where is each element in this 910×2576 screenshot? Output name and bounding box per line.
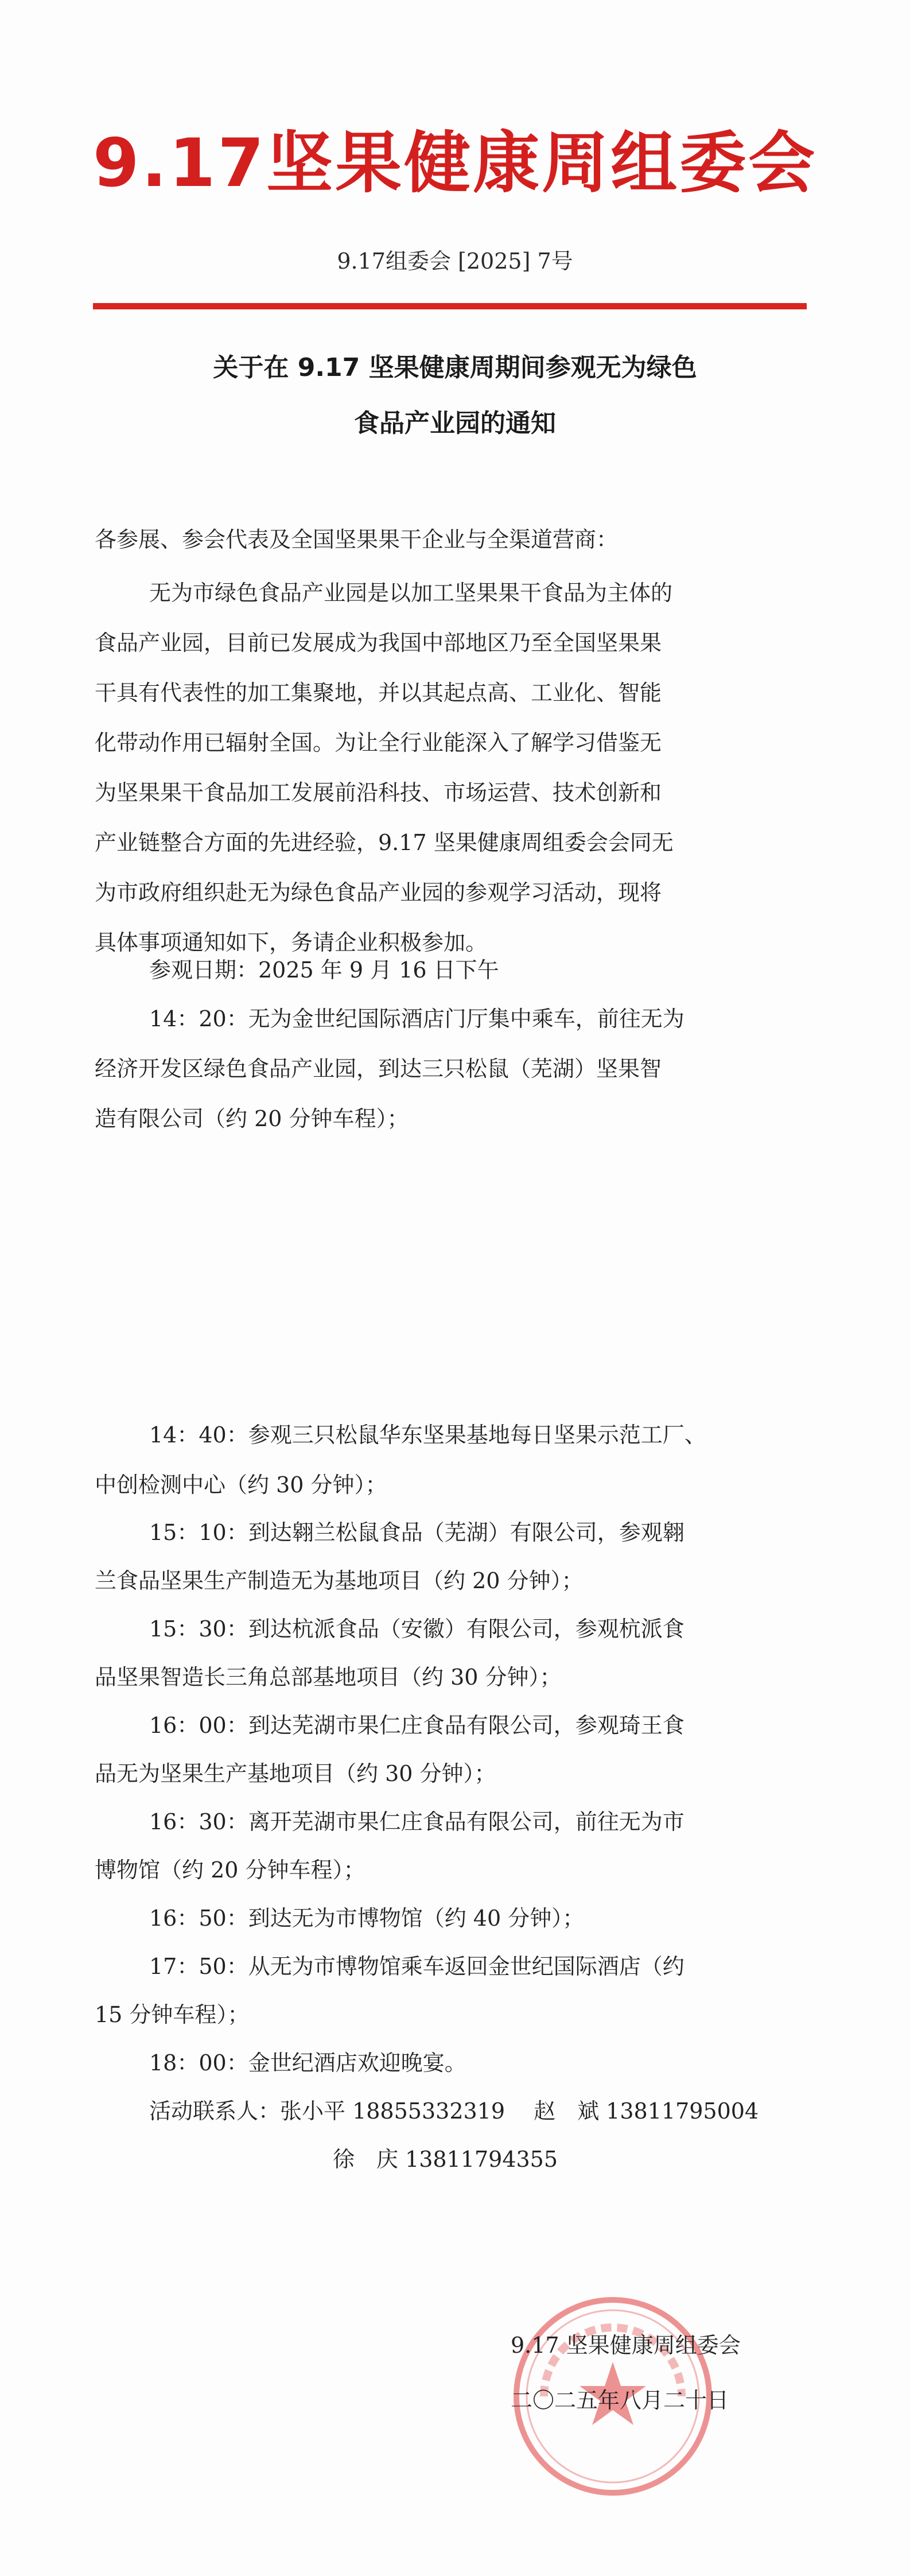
schedule-line: 品无为坚果生产基地项目（约 30 分钟）； [95,1761,496,1786]
schedule-line: 14：40：参观三只松鼠华东坚果基地每日坚果示范工厂、 [149,1422,706,1448]
schedule-line: 博物馆（约 20 分钟车程）； [95,1857,365,1883]
paragraph-line: 无为市绿色食品产业园是以加工坚果果干食品为主体的 [149,580,673,606]
schedule-line: 17：50：从无为市博物馆乘车返回金世纪国际酒店（约 [149,1954,685,1979]
schedule-line: 造有限公司（约 20 分钟车程）； [95,1106,409,1131]
schedule-line: 品坚果智造长三角总部基地项目（约 30 分钟）； [95,1665,562,1690]
paragraph-line: 产业链整合方面的先进经验，9.17 坚果健康周组委会会同无 [95,830,674,855]
notice-title-line-2: 食品产业园的通知 [354,409,556,438]
visit-date: 参观日期：2025 年 9 月 16 日下午 [149,957,499,983]
schedule-line: 15 分钟车程）； [95,2002,250,2027]
paragraph-line: 为坚果果干食品加工发展前沿科技、市场运营、技术创新和 [95,780,662,805]
paragraph-line: 干具有代表性的加工集聚地，并以其起点高、工业化、智能 [95,680,662,705]
schedule-line: 中创检测中心（约 30 分钟）； [95,1472,387,1498]
paragraph-line: 为市政府组织赴无为绿色食品产业园的参观学习活动，现将 [95,880,662,905]
schedule-line: 15：30：到达杭派食品（安徽）有限公司，参观杭派食 [149,1616,685,1642]
schedule-line: 16：00：到达芜湖市果仁庄食品有限公司，参观琦王食 [149,1713,685,1738]
salutation: 各参展、参会代表及全国坚果果干企业与全渠道营商： [95,527,619,552]
schedule-line: 18：00：金世纪酒店欢迎晚宴。 [149,2050,466,2075]
signature-organization: 9.17 坚果健康周组委会 [511,2333,741,2358]
schedule-line: 16：50：到达无为市博物馆（约 40 分钟）； [149,1906,585,1931]
issuing-organization-title: 9.17坚果健康周组委会 [92,125,818,202]
paragraph-line: 具体事项通知如下，务请企业积极参加。 [95,930,488,955]
schedule-line: 经济开发区绿色食品产业园，到达三只松鼠（芜湖）坚果智 [95,1056,662,1081]
red-divider [93,303,807,309]
contact-line-1: 活动联系人：张小平 18855332319 赵 斌 13811795004 [149,2098,759,2124]
schedule-line: 16：30：离开芜湖市果仁庄食品有限公司，前往无为市 [149,1809,685,1834]
contact-line-2: 徐 庆 13811794355 [333,2147,558,2172]
signature-date: 二〇二五年八月二十日 [511,2388,729,2413]
notice-title-line-1: 关于在 9.17 坚果健康周期间参观无为绿色 [213,353,697,382]
paragraph-line: 食品产业园，目前已发展成为我国中部地区乃至全国坚果果 [95,630,662,655]
schedule-line: 14：20：无为金世纪国际酒店门厅集中乘车，前往无为 [149,1006,685,1031]
schedule-line: 15：10：到达翱兰松鼠食品（芜湖）有限公司，参观翱 [149,1520,685,1545]
schedule-line: 兰食品坚果生产制造无为基地项目（约 20 分钟）； [95,1568,584,1593]
document-number: 9.17组委会 [2025] 7号 [337,249,573,274]
paragraph-line: 化带动作用已辐射全国。为让全行业能深入了解学习借鉴无 [95,730,662,755]
